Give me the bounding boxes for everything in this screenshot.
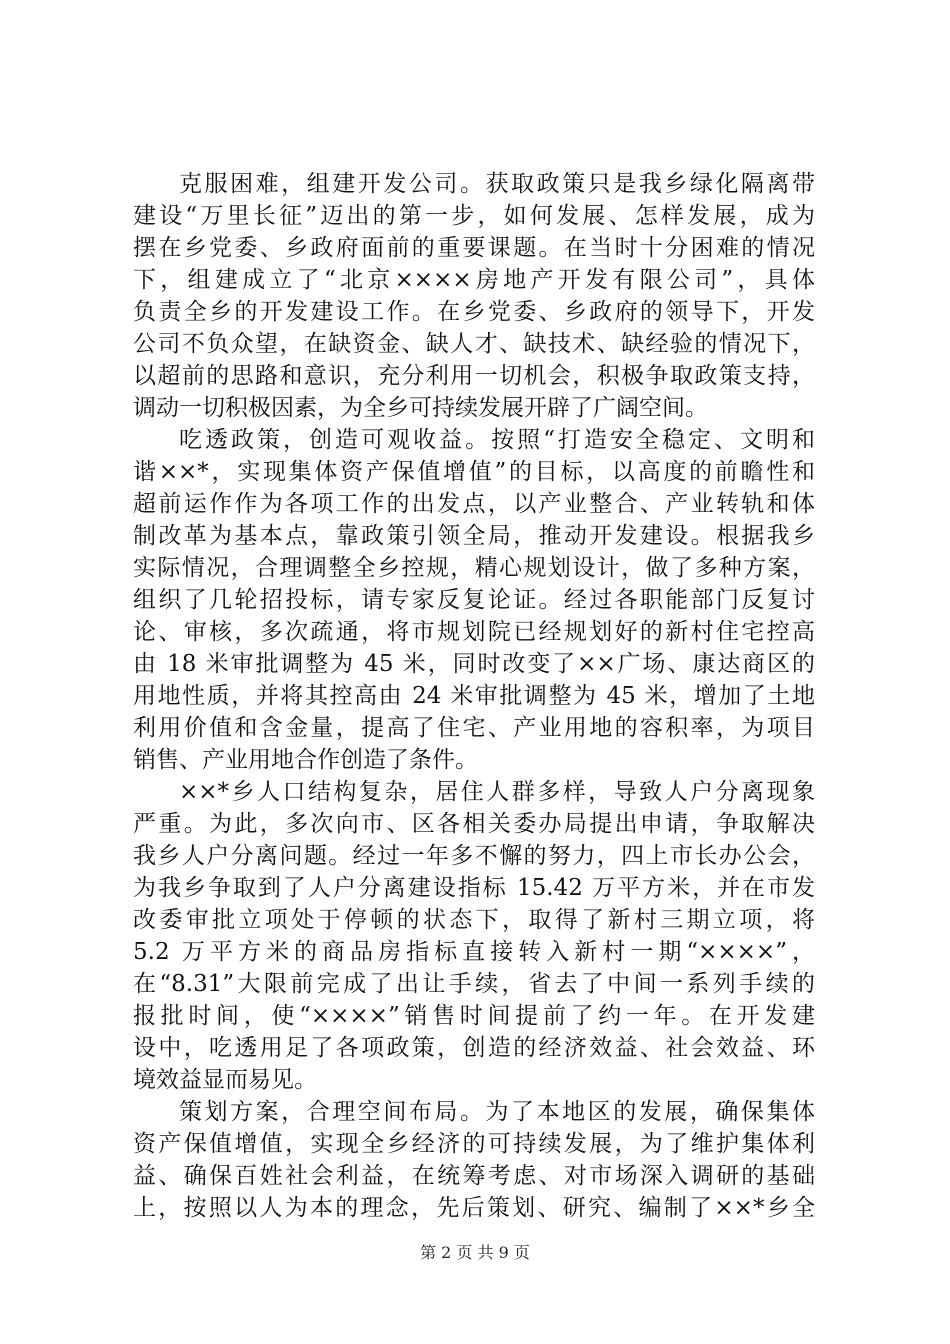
text-line: 为我乡争取到了人户分离建设指标 15.42 万平方米，并在市发 (133, 875, 815, 901)
text-line: 摆在乡党委、乡政府面前的重要课题。在当时十分困难的情况 (133, 235, 815, 261)
text-line: 报批时间，使“××××”销售时间提前了约一年。在开发建 (133, 1003, 815, 1029)
text-line: 严重。为此，多次向市、区各相关委办局提出申请，争取解决 (133, 811, 815, 837)
text-line: 组织了几轮招投标，请专家反复论证。经过各职能部门反复讨 (133, 587, 815, 613)
text-line: 吃透政策，创造可观收益。按照“打造安全稳定、文明和 (179, 427, 815, 453)
paragraph (133, 168, 815, 424)
text-line: 克服困难，组建开发公司。获取政策只是我乡绿化隔离带 (179, 171, 815, 197)
text-line: 策划方案，合理空间布局。为了本地区的发展，确保集体 (179, 1099, 815, 1125)
text-line: 论、审核，多次疏通，将市规划院已经规划好的新村住宅控高 (133, 619, 815, 645)
paragraph (133, 776, 815, 1096)
text-line: 利用价值和含金量，提高了住宅、产业用地的容积率，为项目 (133, 715, 815, 741)
text-line: 超前运作作为各项工作的出发点，以产业整合、产业转轨和体 (133, 491, 815, 517)
text-line: ××*乡人口结构复杂，居住人群多样，导致人户分离现象 (179, 779, 815, 805)
text-line: 谐××*，实现集体资产保值增值”的目标，以高度的前瞻性和 (133, 459, 815, 485)
text-line: 益、确保百姓社会利益，在统筹考虑、对市场深入调研的基础 (133, 1163, 815, 1189)
text-line: 用地性质，并将其控高由 24 米审批调整为 45 米，增加了土地 (133, 683, 815, 709)
text-line: 公司不负众望，在缺资金、缺人才、缺技术、缺经验的情况下， (133, 331, 815, 357)
text-line: 在“8.31”大限前完成了出让手续，省去了中间一系列手续的 (133, 971, 815, 997)
text-line: 我乡人户分离问题。经过一年多不懈的努力，四上市长办公会， (133, 843, 815, 869)
text-line: 由 18 米审批调整为 45 米，同时改变了××广场、康达商区的 (133, 651, 815, 677)
text-line: 实际情况，合理调整全乡控规，精心规划设计，做了多种方案， (133, 555, 815, 581)
text-line: 境效益显而易见。 (133, 1067, 317, 1093)
text-line: 5.2 万平方米的商品房指标直接转入新村一期“××××”， (133, 939, 815, 965)
page-footer: 第 2 页 共 9 页 (420, 1243, 530, 1262)
text-line: 上，按照以人为本的理念，先后策划、研究、编制了××*乡全 (133, 1195, 815, 1221)
text-line: 设中，吃透用足了各项政策，创造的经济效益、社会效益、环 (133, 1035, 815, 1061)
text-line: 建设“万里长征”迈出的第一步，如何发展、怎样发展，成为 (133, 203, 815, 229)
text-line: 资产保值增值，实现全乡经济的可持续发展，为了维护集体利 (133, 1131, 815, 1157)
document-body (133, 168, 815, 1224)
text-line: 销售、产业用地合作创造了条件。 (133, 747, 478, 773)
text-line: 以超前的思路和意识，充分利用一切机会，积极争取政策支持， (133, 363, 815, 389)
text-line: 改委审批立项处于停顿的状态下，取得了新村三期立项，将 (133, 907, 815, 933)
text-line: 下，组建成立了“北京××××房地产开发有限公司”，具体 (133, 267, 815, 293)
text-line: 负责全乡的开发建设工作。在乡党委、乡政府的领导下，开发 (133, 299, 815, 325)
text-line: 调动一切积极因素，为全乡可持续发展开辟了广阔空间。 (133, 395, 708, 421)
paragraph (133, 1096, 815, 1224)
paragraph (133, 424, 815, 776)
text-line: 制改革为基本点，靠政策引领全局，推动开发建设。根据我乡 (133, 523, 815, 549)
